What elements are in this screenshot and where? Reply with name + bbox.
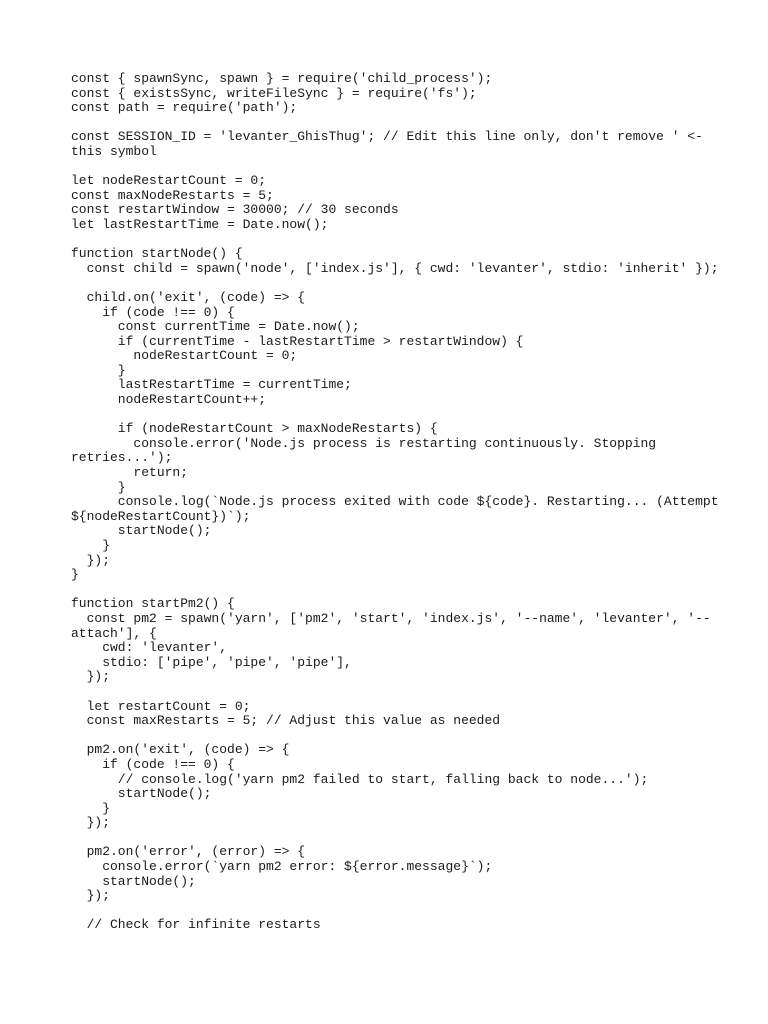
code-line: [71, 233, 711, 248]
code-line: }: [71, 362, 126, 378]
code-line: [71, 904, 711, 919]
code-line: const { existsSync, writeFileSync } = require('fs');: [71, 85, 477, 101]
code-line: let restartCount = 0;: [71, 698, 251, 714]
code-line: if (code !== 0) {: [71, 304, 235, 320]
code-line: let nodeRestartCount = 0;: [71, 173, 267, 189]
code-line: }: [71, 800, 111, 816]
code-line: const currentTime = Date.now();: [71, 319, 360, 335]
code-line: ${nodeRestartCount})`);: [71, 508, 251, 524]
code-line: attach'], {: [71, 625, 157, 641]
code-line: startNode();: [71, 523, 212, 539]
code-line: let lastRestartTime = Date.now();: [71, 216, 329, 232]
code-line: function startNode() {: [71, 246, 243, 262]
code-line: nodeRestartCount = 0;: [71, 348, 298, 364]
code-block: [71, 71, 719, 933]
code-line: // console.log('yarn pm2 failed to start, falling back to node...');: [71, 771, 649, 787]
code-line: lastRestartTime = currentTime;: [71, 377, 352, 393]
code-line: });: [71, 888, 111, 904]
code-line: const SESSION_ID = 'levanter_GhisThug'; // Edit this line only, don't remove ' <-: [71, 129, 703, 145]
code-line: [71, 831, 711, 846]
code-line: nodeRestartCount++;: [71, 392, 267, 408]
code-line: this symbol: [71, 143, 157, 159]
code-line: }: [71, 538, 111, 553]
code-line: const maxNodeRestarts = 5;: [71, 187, 274, 203]
code-line: if (currentTime - lastRestartTime > restartWindow) {: [71, 333, 524, 349]
code-line: const pm2 = spawn('yarn', ['pm2', 'start', 'index.js', '--name', 'levanter', '--: [71, 610, 711, 626]
code-line: // Check for infinite restarts: [71, 917, 321, 933]
code-line: pm2.on('error', (error) => {: [71, 844, 306, 860]
code-line: startNode();: [71, 873, 196, 889]
code-line: if (nodeRestartCount > maxNodeRestarts) {: [71, 421, 438, 437]
code-line: [71, 685, 711, 700]
code-line: child.on('exit', (code) => {: [71, 289, 306, 305]
code-line: const { spawnSync, spawn } = require('child_process');: [71, 71, 493, 86]
code-line: console.error(`yarn pm2 error: ${error.message}`);: [71, 859, 493, 875]
code-line: cwd: 'levanter',: [71, 640, 228, 656]
code-line: startNode();: [71, 786, 212, 802]
code-line: function startPm2() {: [71, 596, 235, 612]
code-line: const child = spawn('node', ['index.js'], { cwd: 'levanter', stdio: 'inherit' });: [71, 260, 719, 276]
code-line: [71, 116, 711, 131]
code-line: [71, 408, 711, 423]
code-line: console.error('Node.js process is restarting continuously. Stopping: [71, 435, 657, 451]
code-line: const restartWindow = 30000; // 30 seconds: [71, 202, 399, 218]
code-line: [71, 729, 711, 744]
code-line: const path = require('path');: [71, 100, 298, 116]
code-line: if (code !== 0) {: [71, 756, 235, 772]
code-line: [71, 276, 711, 291]
code-line: });: [71, 815, 111, 831]
code-line: });: [71, 669, 111, 685]
code-line: retries...');: [71, 450, 173, 466]
code-line: const maxRestarts = 5; // Adjust this value as needed: [71, 713, 501, 729]
code-line: return;: [71, 465, 189, 481]
code-line: }: [71, 479, 126, 495]
code-line: pm2.on('exit', (code) => {: [71, 742, 290, 758]
code-line: });: [71, 552, 111, 568]
code-line: }: [71, 567, 79, 583]
code-line: console.log(`Node.js process exited with code ${code}. Restarting... (Attempt: [71, 494, 719, 510]
code-line: [71, 160, 711, 175]
code-line: [71, 583, 711, 598]
code-line: stdio: ['pipe', 'pipe', 'pipe'],: [71, 654, 352, 670]
